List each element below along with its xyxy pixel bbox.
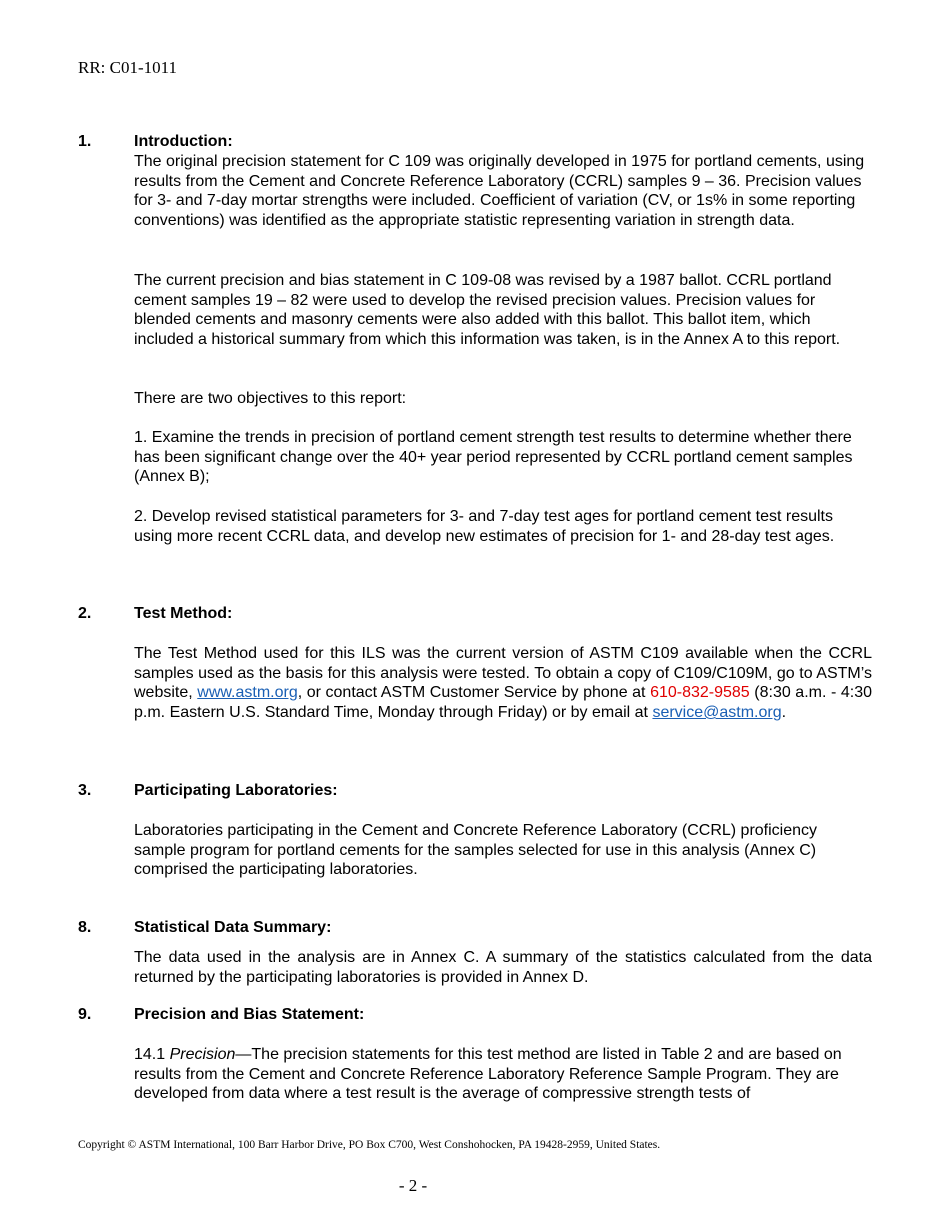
copyright-footer: Copyright © ASTM International, 100 Barr Harbor Drive, PO Box C700, West Conshohocken, PA 19428-2959, United States. <box>78 1139 661 1151</box>
section-1-title: Introduction: <box>134 133 233 150</box>
section-1-paragraph-3: There are two objectives to this report: <box>134 390 407 407</box>
astm-website-link[interactable]: www.astm.org <box>197 684 298 702</box>
section-9-number: 9. <box>78 1006 92 1023</box>
service-email-link[interactable]: service@astm.org <box>652 704 782 722</box>
section-3-paragraph: Laboratories participating in the Cement and Concrete Reference Laboratory (CCRL) proficiency sample program for portland cements for the samples selected for use in this analysis (Annex C) comprised the participating laboratories. <box>134 822 818 879</box>
section-8-paragraph: The data used in the analysis are in Annex C. A summary of the statistics calculated from the data returned by the participating laboratories is provided in Annex D. <box>134 949 872 986</box>
section-2-text-b: , or contact ASTM Customer Service by phone at <box>297 684 651 702</box>
section-9-paragraph <box>134 1045 872 1104</box>
section-8-number: 8. <box>78 919 92 936</box>
section-3-number: 3. <box>78 782 92 799</box>
section-2-text-a: The Test Method used for this ILS was the current version of ASTM C109 available when the CCRL samples used as the basis for this analysis were tested. To obtain a copy of C109/C109M, go to ASTM’s website, <box>134 645 872 702</box>
section-9-precision-term: Precision <box>169 1046 236 1063</box>
section-2-paragraph <box>134 644 872 723</box>
section-2-title: Test Method: <box>134 605 233 622</box>
section-8-title: Statistical Data Summary: <box>134 919 332 936</box>
report-id-header: RR: C01-1011 <box>78 58 178 77</box>
customer-service-phone: 610-832-9585 <box>650 684 750 702</box>
section-1-objective-1: 1. Examine the trends in precision of portland cement strength test results to determine whether there has been significant change over the 40+ year period represented by CCRL portland cement samples (Annex B); <box>134 429 853 486</box>
section-1-paragraph-2: The current precision and bias statement in C 109-08 was revised by a 1987 ballot. CCRL portland cement samples 19 – 82 were used to develop the revised precision values. Precision values for blended cements and masonry cements were also added with this ballot. This ballot item, which included a historical summary from which this information was taken, is in the Annex A to this report. <box>134 272 841 349</box>
section-9-prefix: 14.1 <box>134 1046 170 1063</box>
section-1-number: 1. <box>78 133 92 150</box>
section-9-text: —The precision statements for this test method are listed in Table 2 and are based on results from the Cement and Concrete Reference Laboratory Reference Sample Program. They are developed from data where a test result is the average of compressive strength tests of <box>134 1046 842 1103</box>
section-9-title: Precision and Bias Statement: <box>134 1006 365 1023</box>
section-2-text-d: . <box>781 704 787 722</box>
section-2-text-c: (8:30 a.m. - 4:30 p.m. Eastern U.S. Standard Time, Monday through Friday) or by email at <box>134 684 873 722</box>
section-1-paragraph-1: The original precision statement for C 109 was originally developed in 1975 for portland cements, using results from the Cement and Concrete Reference Laboratory (CCRL) samples 9 – 36. Precision values for 3- and 7-day mortar strengths were included. Coefficient of variation (CV, or 1s% in some reporting conventions) was identified as the appropriate statistic representing variation in strength data. <box>134 153 865 230</box>
section-2-number: 2. <box>78 605 92 622</box>
page-number: - 2 - <box>398 1176 428 1195</box>
section-1-objective-2: 2. Develop revised statistical parameters for 3- and 7-day test ages for portland cement test results using more recent CCRL data, and develop new estimates of precision for 1- and 28-day test ages. <box>134 508 835 545</box>
section-3-title: Participating Laboratories: <box>134 782 338 799</box>
